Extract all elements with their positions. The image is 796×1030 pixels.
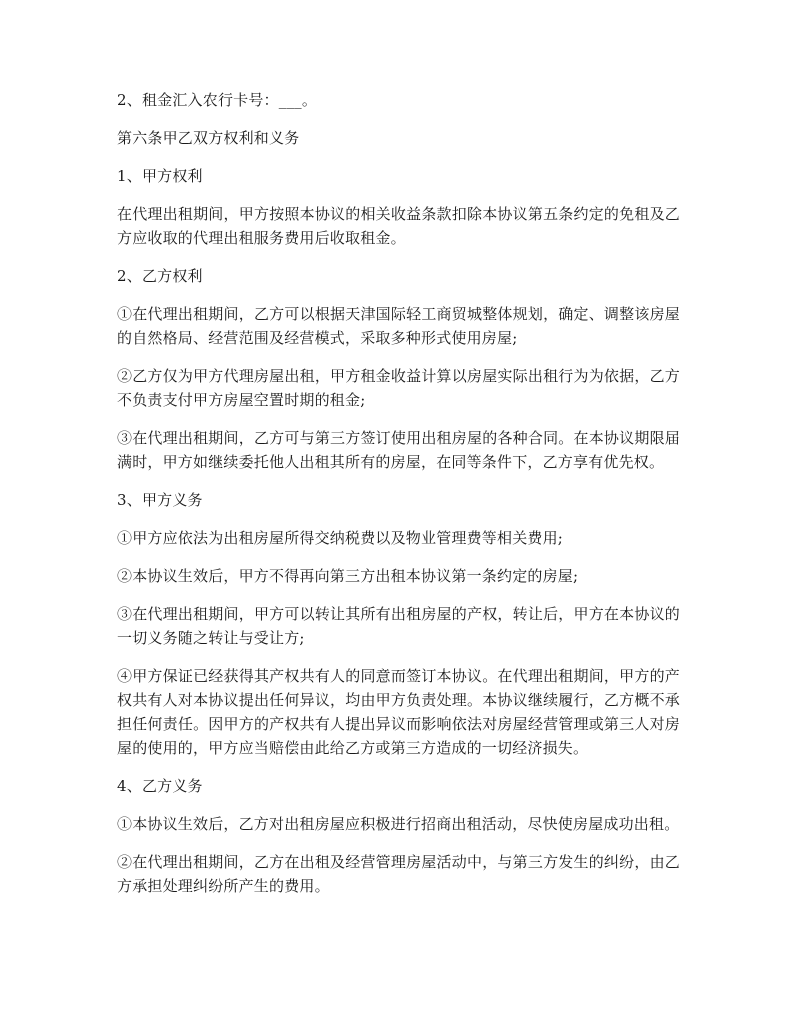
- subheading-party-b-rights: 2、乙方权利: [117, 267, 203, 285]
- paragraph-party-b-rights-2: ②乙方仅为甲方代理房屋出租，甲方租金收益计算以房屋实际出租行为为依据，乙方不负责支付甲方房屋空置时期的租金;: [117, 367, 680, 409]
- subheading-party-a-rights: 1、甲方权利: [117, 167, 203, 185]
- paragraph-party-a-obligations-3: ③在代理出租期间，甲方可以转让其所有出租房屋的产权，转让后，甲方在本协议的一切义务随之转让与受让方;: [117, 605, 680, 647]
- paragraph-party-a-rights: 在代理出租期间，甲方按照本协议的相关收益条款扣除本协议第五条约定的免租及乙方应收取的代理出租服务费用后收取租金。: [117, 205, 680, 247]
- paragraph-party-b-rights-3: ③在代理出租期间，乙方可与第三方签订使用出租房屋的各种合同。在本协议期限届满时，甲方如继续委托他人出租其所有的房屋，在同等条件下，乙方享有优先权。: [117, 429, 680, 471]
- paragraph-bank-account: 2、租金汇入农行卡号：___。: [117, 91, 318, 109]
- paragraph-party-b-obligations-2: ②在代理出租期间，乙方在出租及经营管理房屋活动中，与第三方发生的纠纷，由乙方承担处理纠纷所产生的费用。: [117, 853, 680, 895]
- subheading-party-b-obligations: 4、乙方义务: [117, 777, 203, 795]
- paragraph-party-a-obligations-4: ④甲方保证已经获得其产权共有人的同意而签订本协议。在代理出租期间，甲方的产权共有人对本协议提出任何异议，均由甲方负责处理。本协议继续履行，乙方概不承担任何责任。因甲方的产权共有人提出异议而影响依法对房屋经营管理或第三人对房屋的使用的，甲方应当赔偿由此给乙方或第三方造成的一切经济损失。: [117, 667, 680, 757]
- paragraph-party-b-rights-1: ①在代理出租期间，乙方可以根据天津国际轻工商贸城整体规划，确定、调整该房屋的自然格局、经营范围及经营模式，采取多种形式使用房屋;: [117, 305, 680, 347]
- paragraph-party-a-obligations-1: ①甲方应依法为出租房屋所得交纳税费以及物业管理费等相关费用;: [117, 529, 564, 547]
- paragraph-party-a-obligations-2: ②本协议生效后，甲方不得再向第三方出租本协议第一条约定的房屋;: [117, 567, 579, 585]
- subheading-party-a-obligations: 3、甲方义务: [117, 491, 203, 509]
- paragraph-party-b-obligations-1: ①本协议生效后，乙方对出租房屋应积极进行招商出租活动，尽快使房屋成功出租。: [117, 815, 680, 833]
- section-heading-article-6: 第六条甲乙双方权利和义务: [117, 129, 300, 147]
